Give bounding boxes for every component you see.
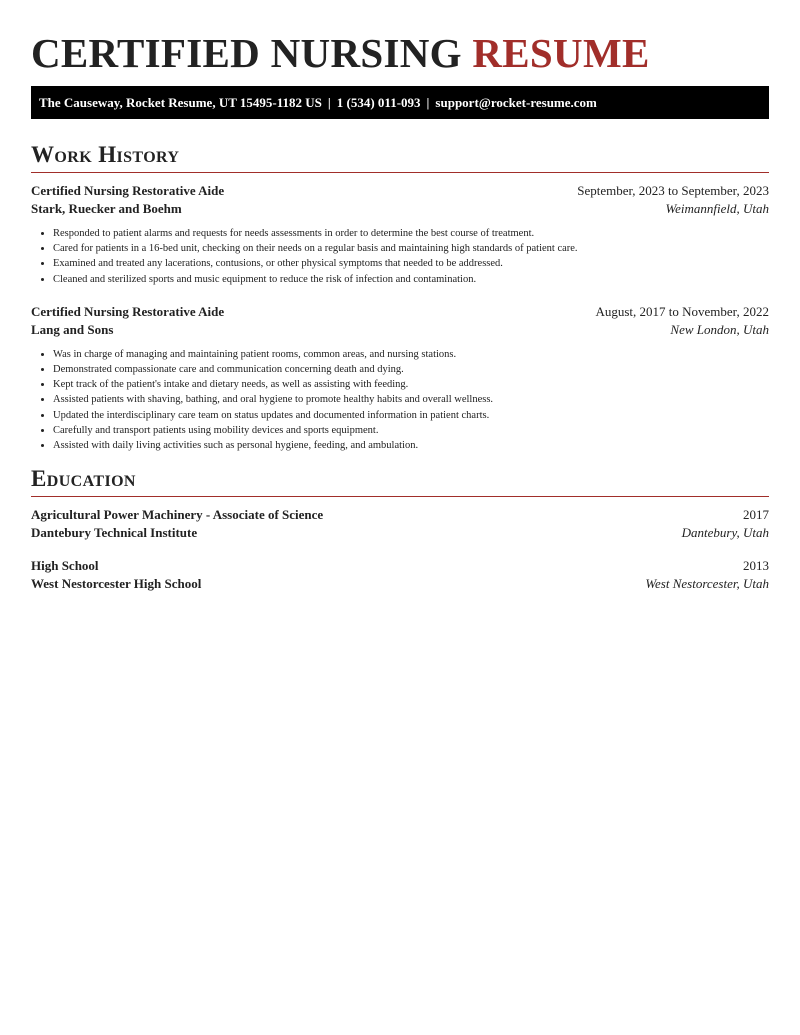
contact-email[interactable]: support@rocket-resume.com — [435, 95, 597, 110]
job-dates: September, 2023 to September, 2023 — [577, 183, 769, 198]
education-year: 2017 — [743, 507, 769, 523]
job-bullet: • Assisted with daily living activities such as personal hygiene, feeding, and ambulation. — [53, 438, 769, 453]
education-location: West Nestorcester, Utah — [645, 576, 769, 592]
job-location: New London, Utah — [670, 321, 769, 337]
contact-address: The Causeway, Rocket Resume, UT 15495-1182 US — [39, 95, 322, 110]
education-school: Dantebury Technical Institute — [31, 525, 198, 541]
education-entry — [31, 506, 769, 542]
job-location: Weimannfield, Utah — [665, 201, 769, 216]
job-bullet: • Carefully and transport patients using mobility devices and sports equipment. — [53, 423, 769, 438]
job-title: Certified Nursing Restorative Aide — [31, 303, 225, 319]
job-bullet: • Was in charge of managing and maintaining patient rooms, common areas, and nursing stations. — [53, 347, 769, 362]
education-list — [31, 506, 769, 593]
job-entry — [31, 182, 769, 287]
contact-bar — [31, 86, 769, 119]
job-bullet: • Updated the interdisciplinary care team on status updates and documented information in patient charts. — [53, 408, 769, 423]
page-title — [31, 0, 769, 79]
education-degree: High School — [31, 558, 99, 574]
job-title: Certified Nursing Restorative Aide — [31, 183, 225, 198]
education-location: Dantebury, Utah — [681, 525, 769, 541]
job-bullet: • Cleaned and sterilized sports and music equipment to reduce the risk of infection and contamination. — [53, 272, 769, 287]
education-degree: Agricultural Power Machinery - Associate of Science — [31, 507, 324, 523]
job-entry — [31, 303, 769, 453]
education-school: West Nestorcester High School — [31, 576, 202, 592]
job-bullets — [31, 226, 769, 287]
work-history-list — [31, 182, 769, 453]
job-employer: Stark, Ruecker and Boehm — [31, 201, 182, 216]
job-bullets — [31, 347, 769, 453]
work-history-heading: Work History — [31, 141, 769, 173]
job-bullet: • Examined and treated any lacerations, contusions, or other physical symptoms that needed to be addressed. — [53, 256, 769, 271]
job-bullet: • Kept track of the patient's intake and dietary needs, as well as assisting with feeding. — [53, 377, 769, 392]
contact-separator: | — [426, 95, 430, 110]
job-bullet: • Demonstrated compassionate care and communication concerning death and dying. — [53, 362, 769, 377]
education-entry — [31, 557, 769, 593]
education-year: 2013 — [743, 558, 769, 574]
contact-phone: 1 (534) 011-093 — [336, 95, 421, 110]
title-accent: RESUME — [472, 30, 650, 76]
job-dates: August, 2017 to November, 2022 — [595, 303, 769, 319]
job-bullet: • Assisted patients with shaving, bathing, and oral hygiene to promote healthy habits and overall wellness. — [53, 392, 769, 407]
title-main: CERTIFIED NURSING — [31, 30, 473, 76]
job-bullet: • Cared for patients in a 16-bed unit, checking on their needs on a regular basis and maintaining high standards of patient care. — [53, 241, 769, 256]
contact-separator: | — [327, 95, 331, 110]
job-bullet: • Responded to patient alarms and requests for needs assessments in order to determine the best course of treatment. — [53, 226, 769, 241]
job-employer: Lang and Sons — [31, 321, 114, 337]
education-heading: Education — [31, 465, 769, 497]
